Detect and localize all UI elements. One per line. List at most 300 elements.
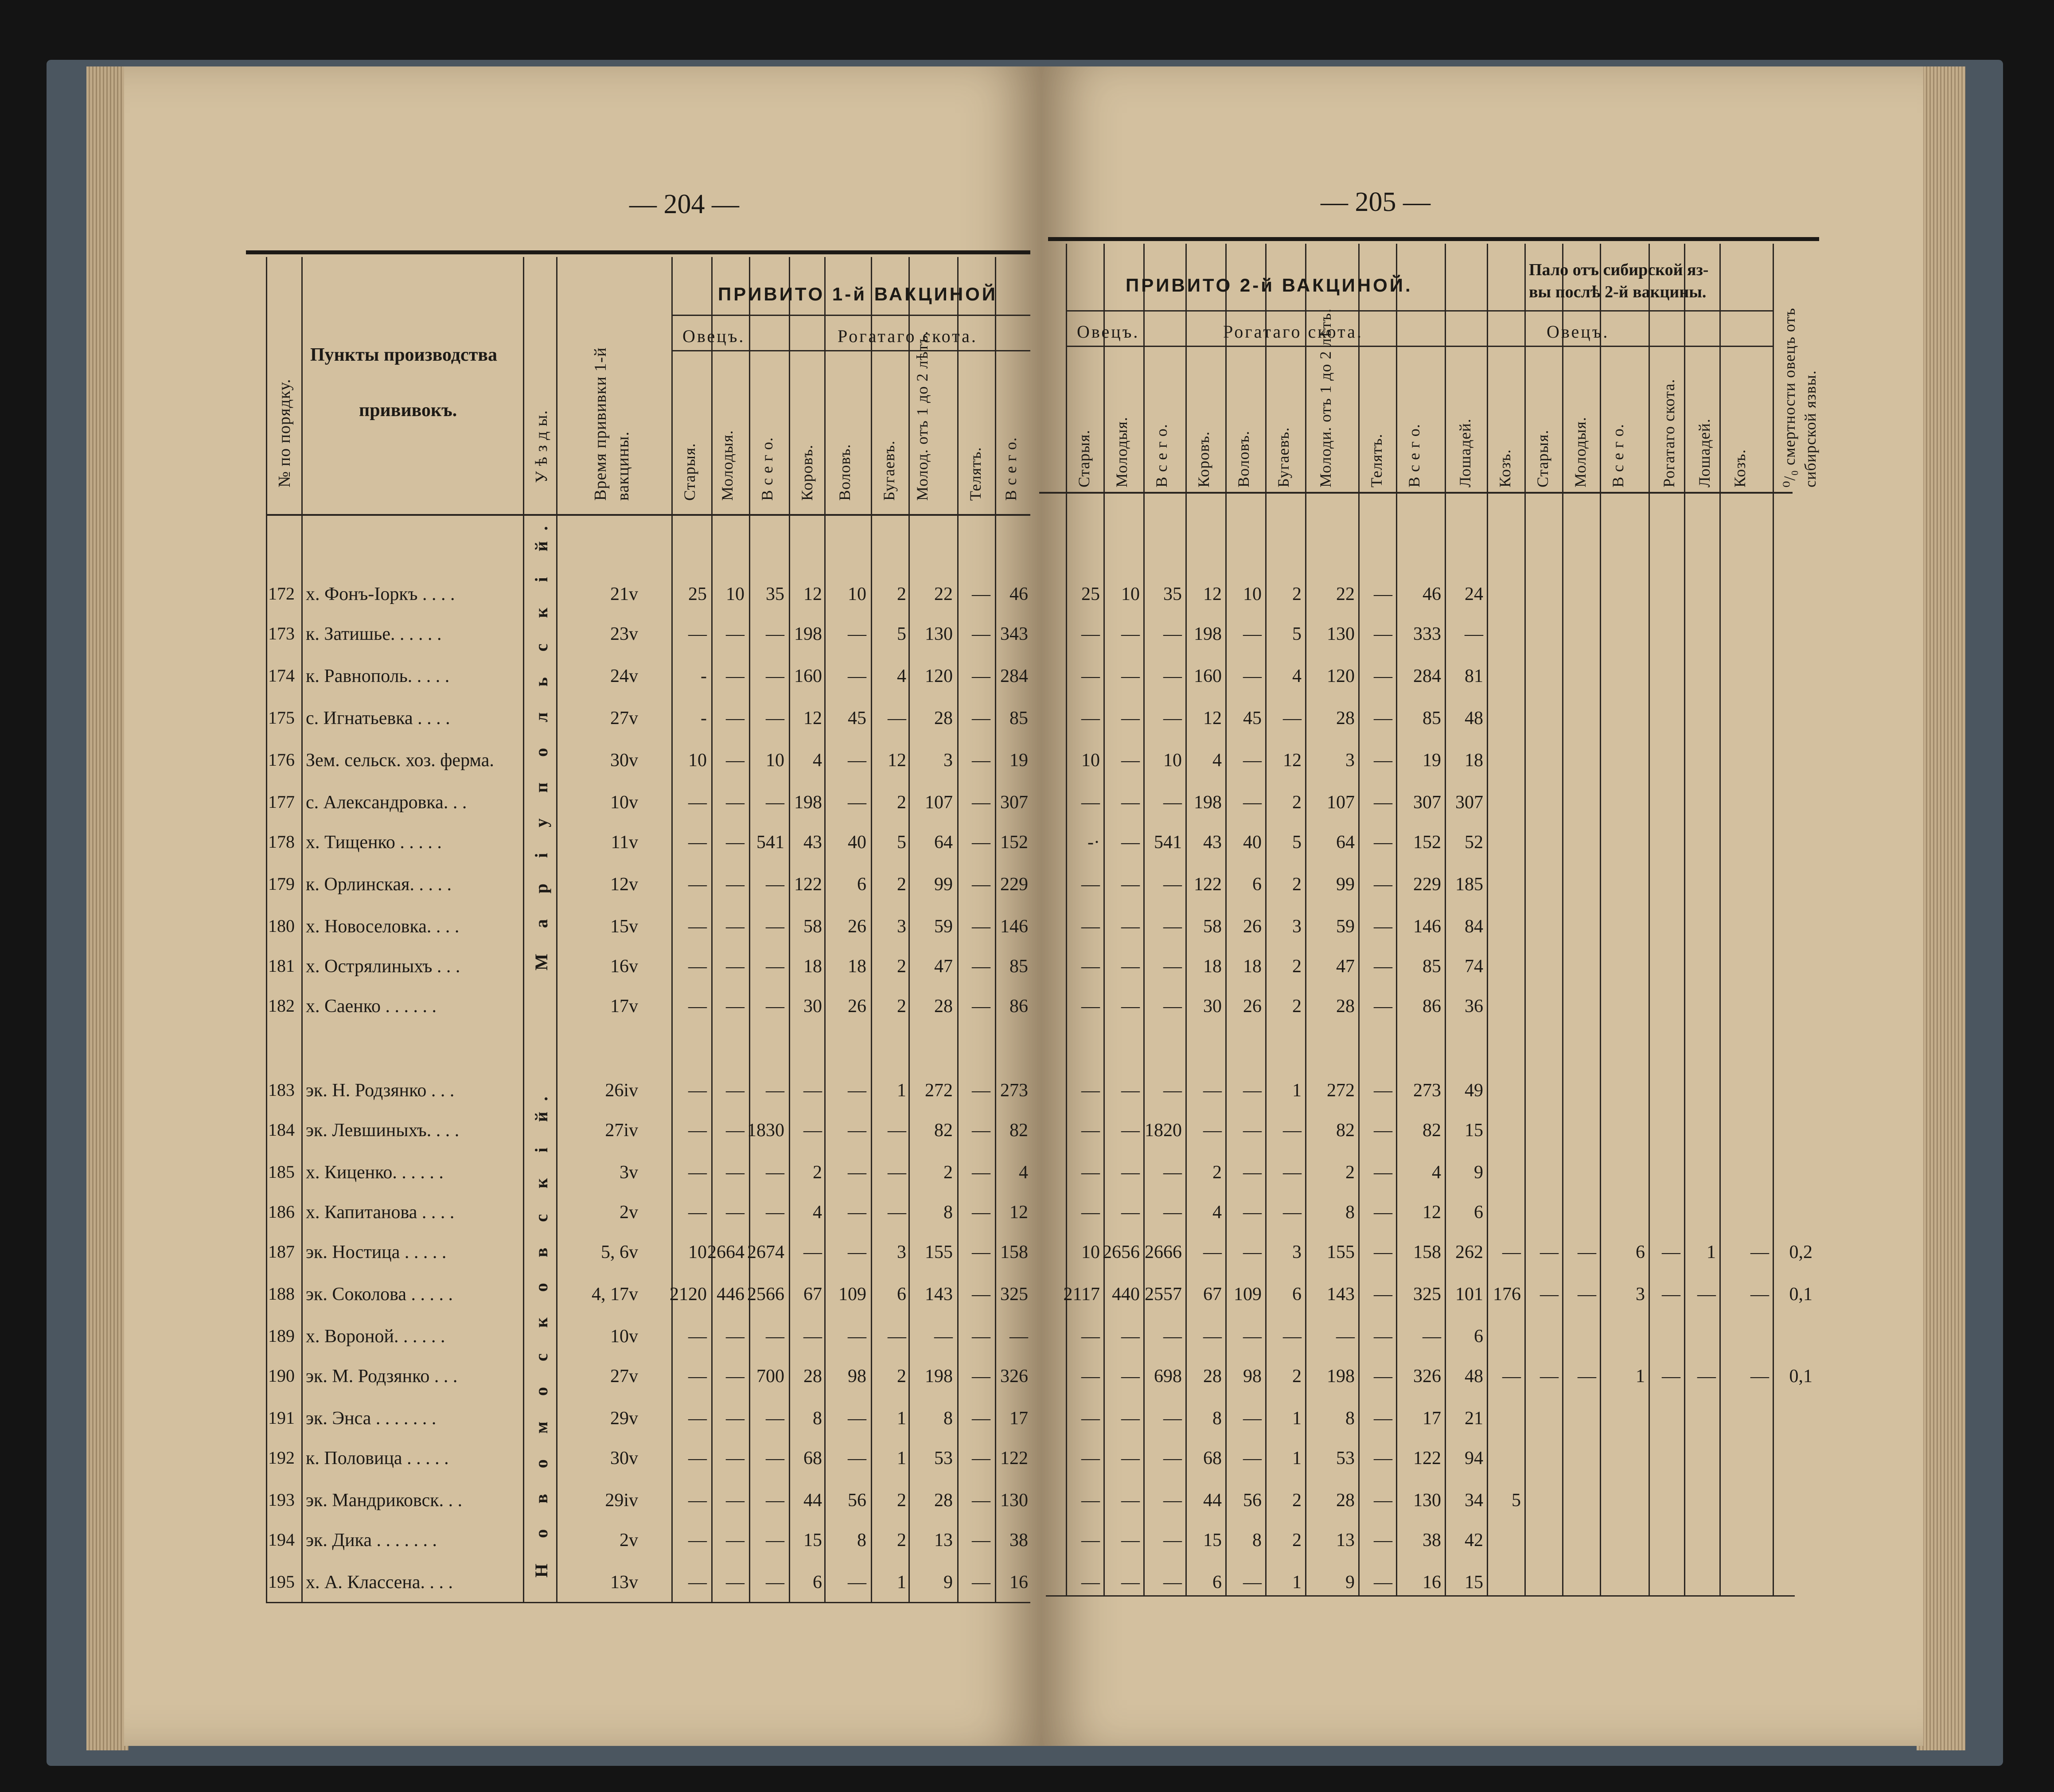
cell-vac1: 35 [766,584,784,604]
header-right-sub: Коровъ. [1195,431,1212,487]
cell-vac1: — [934,1326,953,1347]
row-time: 27v [610,1366,638,1387]
cell-vac2: 58 [1203,916,1222,937]
cell-vac2: — [1374,1162,1392,1183]
cell-vac2: — [1540,1366,1559,1387]
row-time: 27iv [605,1120,638,1141]
cell-vac2: — [1203,1120,1222,1141]
cell-vac1: 152 [1000,832,1028,853]
row-time: 29iv [605,1490,638,1511]
cell-vac1: — [972,624,990,644]
cell-vac1: 82 [934,1120,953,1141]
header-right-sub: В с е г о. [1609,424,1627,487]
cell-vac1: — [726,708,744,728]
header-left-sub: Коровъ. [798,444,816,501]
cell-vac2: — [1081,708,1100,728]
cell-vac2: — [1374,1242,1392,1262]
cell-vac1: — [726,750,744,771]
cell-vac1: — [688,1202,707,1223]
cell-vac2: 143 [1327,1284,1355,1305]
cell-vac1: 700 [756,1366,784,1387]
cell-vac1: — [972,1448,990,1469]
cell-vac2: — [1163,1080,1182,1101]
cell-vac1: — [766,666,784,686]
cell-vac2: — [1243,1162,1262,1183]
cell-vac2: 10 [1121,584,1140,604]
row-number: 185 [268,1162,295,1182]
header-left-sub: В с е г о. [1002,437,1020,501]
row-number: 188 [268,1284,295,1304]
cell-vac2: 2 [1292,1366,1302,1387]
cell-vac2: — [1121,1530,1140,1550]
cell-vac1: 12 [888,750,906,771]
header-pct: ⁰/₀ смертности овецъ отъ сибирской язвы. [1781,308,1819,487]
cell-vac1: 28 [934,1490,953,1511]
cell-vac2: 440 [1112,1284,1140,1305]
cell-vac1: — [688,956,707,977]
cell-vac2: 0,1 [1789,1366,1812,1387]
header-died-sheep: Овецъ. [1547,322,1610,342]
cell-vac1: — [688,1490,707,1511]
cell-vac2: 1 [1707,1242,1716,1262]
cell-vac2: 36 [1465,996,1483,1017]
cell-vac1: 8 [943,1202,953,1223]
row-number: 187 [268,1242,295,1262]
cell-vac1: 146 [1000,916,1028,937]
cell-vac2: 107 [1327,792,1355,813]
cell-vac2: 1 [1292,1408,1302,1429]
cell-vac2: 17 [1423,1408,1441,1429]
cell-vac2: 26 [1243,996,1262,1017]
cell-vac2: 2 [1292,584,1302,604]
cell-vac1: 2566 [747,1284,784,1305]
page-edges-right [1917,66,1965,1750]
row-number: 178 [268,832,295,852]
cell-vac2: — [1081,1162,1100,1183]
cell-vac2: — [1243,1202,1262,1223]
cell-vac2: — [1121,1572,1140,1593]
cell-vac2: 122 [1194,874,1222,895]
cell-vac2: 307 [1413,792,1441,813]
cell-vac1: 10 [726,584,744,604]
cell-vac2: 152 [1413,832,1441,853]
cell-vac2: — [1163,956,1182,977]
cell-vac2: 94 [1465,1448,1483,1469]
left-col-line [301,257,303,1602]
cell-vac2: 8 [1212,1408,1222,1429]
cell-vac2: 0,1 [1789,1284,1812,1305]
row-time: 16v [610,956,638,977]
cell-vac2: — [1465,624,1483,644]
header-left-sub: Воловъ. [836,444,854,501]
cell-vac1: 12 [803,584,822,604]
cell-vac2: — [1163,1408,1182,1429]
cell-vac1: 99 [934,874,953,895]
cell-vac1: 22 [934,584,953,604]
row-time: 3v [620,1162,638,1183]
cell-vac2: — [1243,792,1262,813]
cell-vac2: 2 [1292,956,1302,977]
cell-vac1: — [888,1162,906,1183]
cell-vac2: 229 [1413,874,1441,895]
cell-vac2: 273 [1413,1080,1441,1101]
cell-vac1: 8 [857,1530,866,1550]
cell-vac1: 10 [688,1242,707,1262]
right-col-line [1562,244,1563,1595]
cell-vac1: 2 [897,584,906,604]
cell-vac2: 6 [1212,1572,1222,1593]
cell-vac2: 8 [1345,1408,1355,1429]
cell-vac1: 67 [803,1284,822,1305]
cell-vac2: 26 [1243,916,1262,937]
cell-vac2: 1 [1292,1572,1302,1593]
row-number: 184 [268,1120,295,1140]
row-number: 180 [268,916,295,936]
cell-vac1: — [848,1408,866,1429]
row-time: 2v [620,1530,638,1550]
cell-vac2: 307 [1455,792,1483,813]
cell-vac2: — [1121,1490,1140,1511]
cell-vac1: 2 [813,1162,822,1183]
cell-vac2: 0,2 [1789,1242,1812,1262]
cell-vac2: 67 [1203,1284,1222,1305]
cell-vac2: 4 [1212,1202,1222,1223]
cell-vac2: 28 [1203,1366,1222,1387]
cell-vac1: — [766,1448,784,1469]
cell-vac1: 25 [688,584,707,604]
cell-vac2: 12 [1283,750,1302,771]
cell-vac1: 45 [848,708,866,728]
cell-vac1: — [688,1120,707,1141]
cell-vac1: 16 [1009,1572,1028,1593]
cell-vac2: — [1121,624,1140,644]
cell-vac2: 34 [1465,1490,1483,1511]
uezd-mariupol: М а р і у п о л ь с к і й. [531,515,551,970]
header-right-sub: Лошадей. [1456,418,1474,487]
cell-vac2: — [1374,916,1392,937]
cell-vac2: 82 [1336,1120,1355,1141]
cell-vac2: 4 [1432,1162,1441,1183]
cell-vac1: — [972,1490,990,1511]
cell-vac2: 176 [1493,1284,1521,1305]
cell-vac1: 26 [848,996,866,1017]
cell-vac1: 6 [897,1284,906,1305]
cell-vac2: — [1121,996,1140,1017]
cell-vac2: — [1121,1326,1140,1347]
cell-vac2: 43 [1203,832,1222,853]
cell-vac2: 1 [1636,1366,1645,1387]
cell-vac1: — [726,1490,744,1511]
cell-vac2: — [1374,1408,1392,1429]
cell-vac2: — [1243,624,1262,644]
header-right-sub: Бугаевъ. [1274,427,1292,487]
cell-vac1: — [803,1080,822,1101]
row-place: с. Александровка. . . [306,792,467,813]
cell-vac1: 12 [803,708,822,728]
row-time: 29v [610,1408,638,1429]
cell-vac1: 28 [934,996,953,1017]
cell-vac1: 9 [943,1572,953,1593]
cell-vac1: — [848,1242,866,1262]
cell-vac2: — [1163,624,1182,644]
cell-vac2: — [1374,956,1392,977]
cell-vac1: 1 [897,1448,906,1469]
row-number: 194 [268,1530,295,1550]
row-place: х. Киценко. . . . . . [306,1162,444,1183]
cell-vac2: 3 [1636,1284,1645,1305]
row-place: х. Новоселовка. . . . [306,916,460,937]
cell-vac1: 1 [897,1572,906,1593]
cell-vac1: - [701,708,707,728]
cell-vac1: — [688,624,707,644]
header-right-sub: Рогатаго скота. [1660,378,1678,487]
cell-vac1: — [766,874,784,895]
cell-vac2: 541 [1154,832,1182,853]
header-right-sub: Молоди. отъ 1 до 2 лѣтъ. [1317,308,1334,487]
cell-vac2: 109 [1234,1284,1262,1305]
cell-vac2: 6 [1292,1284,1302,1305]
row-time: 10v [610,1326,638,1347]
cell-vac2: 2117 [1063,1284,1100,1305]
cell-vac1: 6 [813,1572,822,1593]
row-time: 21v [610,584,638,604]
cell-vac2: 15 [1203,1530,1222,1550]
cell-vac2: 86 [1423,996,1441,1017]
cell-vac2: — [1121,874,1140,895]
row-place: эк. Левшиныхъ. . . . [306,1120,460,1141]
cell-vac1: 122 [794,874,822,895]
cell-vac1: — [726,956,744,977]
cell-vac2: — [1374,1572,1392,1593]
row-time: 30v [610,750,638,771]
cell-vac1: — [972,916,990,937]
cell-vac1: — [972,584,990,604]
cell-vac2: — [1697,1284,1716,1305]
cell-vac2: 2 [1292,996,1302,1017]
cell-vac2: — [1121,666,1140,686]
row-place: х. Фонъ-Іоркъ . . . . [306,584,455,604]
cell-vac1: 59 [934,916,953,937]
row-number: 174 [268,666,295,686]
bottom-rule-left [266,1602,1030,1603]
cell-vac1: 58 [803,916,822,937]
cell-vac1: — [848,1326,866,1347]
cell-vac2: 198 [1194,624,1222,644]
cell-vac2: — [1163,1530,1182,1550]
cell-vac1: — [766,624,784,644]
cell-vac1: — [726,996,744,1017]
cell-vac1: 446 [717,1284,744,1305]
cell-vac1: — [888,1202,906,1223]
header-left-sub: Телятъ. [967,447,984,501]
cell-vac1: — [688,1326,707,1347]
cell-vac1: — [972,1162,990,1183]
row-place: эк. М. Родзянко . . . [306,1366,458,1387]
cell-vac1: 5 [897,832,906,853]
cell-vac1: 44 [803,1490,822,1511]
cell-vac2: — [1081,1530,1100,1550]
cell-vac2: 6 [1474,1202,1483,1223]
cell-vac2: 53 [1336,1448,1355,1469]
right-col-line [1600,244,1601,1595]
cell-vac1: — [766,1490,784,1511]
cell-vac1: 2 [897,1530,906,1550]
row-number: 181 [268,956,295,976]
cell-vac1: — [766,1326,784,1347]
cell-vac2: — [1374,1326,1392,1347]
row-number: 195 [268,1572,295,1592]
cell-vac2: — [1243,666,1262,686]
header-place-2: прививокъ. [359,400,457,421]
cell-vac2: 2 [1292,874,1302,895]
cell-vac1: 18 [848,956,866,977]
cell-vac1: 229 [1000,874,1028,895]
cell-vac1: 1 [897,1408,906,1429]
cell-vac2: 30 [1203,996,1222,1017]
row-number: 183 [268,1080,295,1100]
cell-vac2: 1 [1292,1448,1302,1469]
cell-vac1: 160 [794,666,822,686]
cell-vac2: 160 [1194,666,1222,686]
row-place: к. Орлинская. . . . . [306,874,452,895]
cell-vac2: — [1121,792,1140,813]
cell-vac1: 85 [1009,708,1028,728]
cell-vac1: 4 [813,1202,822,1223]
cell-vac2: 6 [1252,874,1262,895]
cell-vac1: — [972,1284,990,1305]
cell-vac2: 12 [1423,1202,1441,1223]
cell-vac1: 43 [803,832,822,853]
cell-vac2: — [1121,1120,1140,1141]
cell-vac2: 25 [1081,584,1100,604]
cell-vac2: — [1081,1490,1100,1511]
cell-vac2: — [1578,1242,1596,1262]
cell-vac1: 326 [1000,1366,1028,1387]
cell-vac2: 28 [1336,1490,1355,1511]
cell-vac1: — [972,1242,990,1262]
cell-vac2: — [1283,708,1302,728]
cell-vac1: 3 [897,916,906,937]
cell-vac2: 101 [1455,1284,1483,1305]
row-time: 15v [610,916,638,937]
cell-vac1: — [888,1120,906,1141]
cell-vac2: — [1121,708,1140,728]
cell-vac1: — [726,832,744,853]
cell-vac1: — [726,874,744,895]
cell-vac2: — [1081,792,1100,813]
cell-vac2: 56 [1243,1490,1262,1511]
cell-vac1: — [726,1448,744,1469]
cell-vac1: — [848,1572,866,1593]
header-cattle-left: Рогатаго скота. [838,326,978,346]
cell-vac1: 284 [1000,666,1028,686]
cell-vac1: 325 [1000,1284,1028,1305]
cell-vac2: 5 [1292,832,1302,853]
cell-vac1: — [888,708,906,728]
cell-vac2: 15 [1465,1120,1483,1141]
cell-vac1: — [972,1120,990,1141]
header-sheep-right: Овецъ. [1077,322,1140,342]
cell-vac1: — [766,1408,784,1429]
cell-vac2: — [1121,956,1140,977]
cell-vac1: — [972,792,990,813]
cell-vac2: — [1374,708,1392,728]
cell-vac1: 56 [848,1490,866,1511]
cell-vac1: — [803,1242,822,1262]
cell-vac1: — [766,792,784,813]
cell-vac2: 42 [1465,1530,1483,1550]
cell-vac2: 59 [1336,916,1355,937]
right-col-line [1524,244,1526,1595]
cell-vac1: — [766,1530,784,1550]
cell-vac2: — [1283,1326,1302,1347]
cell-vac1: 2 [897,792,906,813]
page-number-right: — 205 — [1321,187,1430,217]
bottom-rule-right [1046,1595,1795,1597]
cell-vac2: 18 [1243,956,1262,977]
cell-vac1: — [688,1408,707,1429]
cell-vac1: 53 [934,1448,953,1469]
cell-vac1: — [848,666,866,686]
row-number: 193 [268,1490,295,1510]
cell-vac2: — [1121,1202,1140,1223]
left-sub-rule [671,350,1030,351]
cell-vac2: — [1163,1448,1182,1469]
cell-vac2: 130 [1327,624,1355,644]
cell-vac1: 17 [1009,1408,1028,1429]
cell-vac1: 2 [897,996,906,1017]
cell-vac2: — [1081,1080,1100,1101]
cell-vac2: 18 [1465,750,1483,771]
cell-vac1: — [803,1326,822,1347]
header-right-sub: Воловъ. [1235,430,1252,487]
cell-vac1: — [726,666,744,686]
cell-vac1: — [848,1448,866,1469]
cell-vac1: 130 [925,624,953,644]
row-place: эк. Мандриковск. . . [306,1490,463,1511]
cell-vac1: — [726,1202,744,1223]
cell-vac2: -· [1087,832,1100,853]
cell-vac2: — [1374,874,1392,895]
cell-vac1: 82 [1009,1120,1028,1141]
cell-vac2: 48 [1465,1366,1483,1387]
cell-vac2: — [1374,1490,1392,1511]
cell-vac1: — [972,1530,990,1550]
row-time: 13v [610,1572,638,1593]
cell-vac1: — [1009,1326,1028,1347]
header-right-sub: Козъ. [1731,449,1749,487]
cell-vac2: 28 [1336,708,1355,728]
cell-vac2: 2666 [1145,1242,1182,1262]
cell-vac1: 120 [925,666,953,686]
cell-vac1: — [848,750,866,771]
cell-vac2: — [1243,1448,1262,1469]
cell-vac1: — [688,832,707,853]
cell-vac2: 2656 [1103,1242,1140,1262]
cell-vac2: 10 [1081,750,1100,771]
cell-vac2: 16 [1423,1572,1441,1593]
right-col-line [1649,244,1650,1595]
right-col-line [1684,244,1685,1595]
cell-vac2: 9 [1345,1572,1355,1593]
row-number: 175 [268,708,295,728]
header-right-sub: Молодыя. [1113,417,1130,487]
cell-vac2: 122 [1413,1448,1441,1469]
cell-vac2: 85 [1423,956,1441,977]
cell-vac1: 6 [857,874,866,895]
uezd-novomoskovsk: Н о в о м о с к о в с к і й. [531,1086,551,1578]
cell-vac1: 38 [1009,1530,1028,1550]
